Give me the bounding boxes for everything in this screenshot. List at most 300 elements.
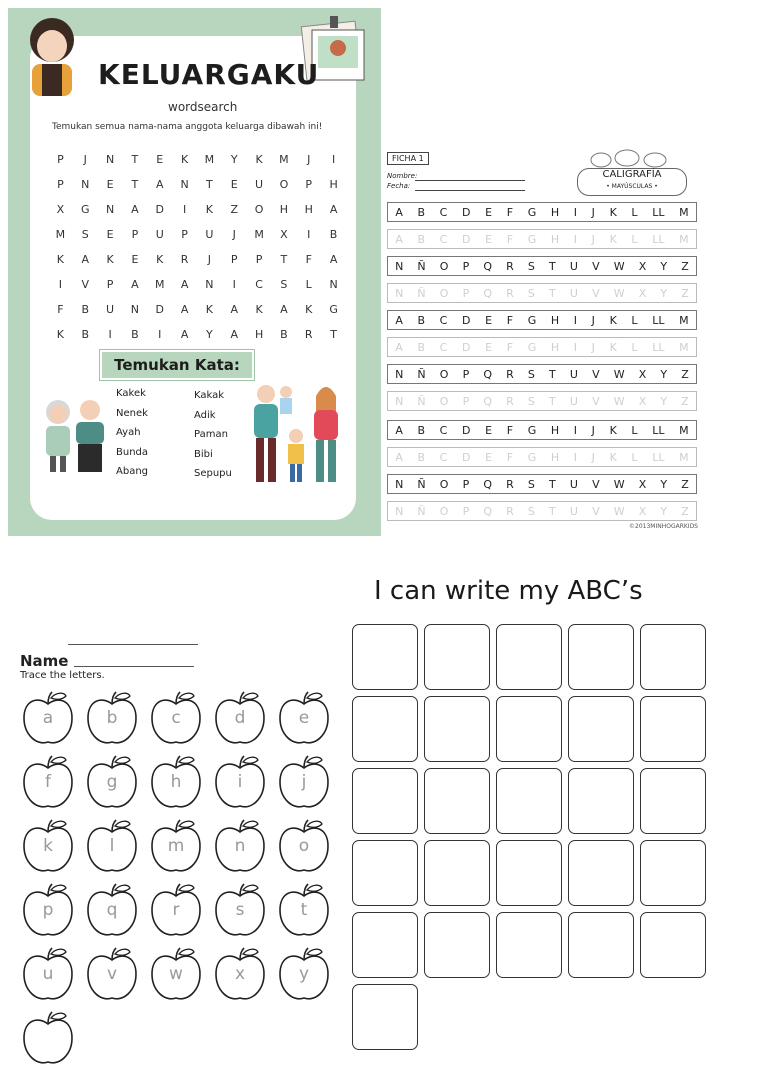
writing-box[interactable] [640, 912, 706, 978]
writing-box[interactable] [568, 696, 634, 762]
apple-tracing-cell[interactable] [16, 686, 80, 750]
word-item: Kakek [116, 388, 146, 399]
row-letter: W [613, 367, 625, 381]
grid-letter: J [307, 153, 311, 166]
grid-letter: I [331, 153, 336, 166]
word-item: Sepupu [194, 468, 232, 479]
row-letter: L [631, 205, 638, 219]
row-letter: J [591, 205, 595, 219]
row-letter: D [462, 423, 471, 437]
grid-letter: D [155, 203, 164, 216]
caligrafia-worksheet [381, 140, 701, 532]
trace-letter: s [235, 900, 245, 920]
row-letter: W [613, 477, 625, 491]
apple-tracing-cell[interactable] [208, 750, 272, 814]
grid-letter: P [305, 178, 313, 191]
writing-box[interactable] [640, 768, 706, 834]
row-letter: A [395, 450, 403, 464]
trace-instruction: Trace the letters. [20, 670, 105, 681]
model-row [387, 474, 697, 494]
mother-illustration [22, 12, 82, 102]
trace-letter: p [42, 900, 54, 920]
writing-box[interactable] [568, 912, 634, 978]
row-letter: A [395, 232, 403, 246]
row-letter: T [549, 259, 556, 273]
writing-box[interactable] [424, 912, 490, 978]
model-row [387, 310, 697, 330]
writing-box[interactable] [640, 624, 706, 690]
apple-tracing-cell[interactable] [144, 942, 208, 1006]
apple-tracing-cell[interactable] [272, 878, 336, 942]
abc-title: I can write my ABC’s [374, 576, 643, 606]
grid-letter: K [180, 153, 189, 166]
row-letter: R [506, 504, 514, 518]
row-letter: N [395, 477, 404, 491]
row-letter: H [550, 232, 560, 246]
row-letter: B [417, 423, 426, 437]
row-letter: V [592, 477, 600, 491]
row-letter: O [439, 286, 449, 300]
writing-box[interactable] [352, 624, 418, 690]
row-letter: F [506, 232, 514, 246]
writing-box[interactable] [352, 840, 418, 906]
row-letter: P [462, 504, 470, 518]
model-row [387, 364, 697, 384]
row-letter: O [439, 259, 449, 273]
row-letter: N [395, 259, 404, 273]
row-letter: A [395, 423, 403, 437]
row-letter: I [573, 232, 578, 246]
apple-grid [16, 686, 336, 1070]
row-letter: V [592, 394, 600, 408]
word-item: Ayah [116, 427, 141, 438]
row-letter: X [638, 504, 647, 518]
grid-letter: E [230, 178, 238, 191]
row-letter: J [591, 340, 595, 354]
grid-letter: U [155, 228, 164, 241]
row-letter: G [527, 205, 537, 219]
trace-letter: t [300, 900, 308, 920]
apple-tracing-cell[interactable] [272, 942, 336, 1006]
row-letter: G [527, 232, 537, 246]
grid-letter: H [304, 203, 313, 216]
writing-box[interactable] [640, 696, 706, 762]
row-letter: K [609, 450, 617, 464]
row-letter: F [506, 340, 514, 354]
row-letter: Y [660, 394, 668, 408]
apple-tracing-cell[interactable] [272, 814, 336, 878]
row-letter: K [609, 423, 617, 437]
trace-letter: x [234, 964, 246, 984]
row-letter: F [506, 450, 514, 464]
writing-box[interactable] [496, 696, 562, 762]
apple-tracing-cell[interactable] [16, 750, 80, 814]
grid-letter: N [329, 278, 338, 291]
grid-letter: P [57, 178, 64, 191]
row-letter: Ñ [417, 504, 426, 518]
name-label: Name [20, 652, 69, 670]
row-letter: V [592, 286, 600, 300]
writing-box[interactable] [496, 624, 562, 690]
row-letter: B [417, 232, 426, 246]
writing-box[interactable] [496, 768, 562, 834]
row-letter: Q [483, 286, 493, 300]
row-letter: Z [681, 259, 689, 273]
writing-box[interactable] [352, 768, 418, 834]
grid-letter: O [254, 203, 264, 216]
grid-letter: K [106, 253, 114, 266]
row-letter: V [592, 259, 600, 273]
apple-tracing-cell[interactable] [144, 814, 208, 878]
grid-letter: V [81, 278, 89, 291]
grid-letter: T [131, 178, 139, 191]
grid-letter: K [255, 153, 263, 166]
trace-letter: v [106, 964, 118, 984]
grid-letter: P [131, 228, 139, 241]
row-letter: LL [652, 423, 665, 437]
grid-letter: A [329, 253, 338, 266]
row-letter: M [679, 232, 689, 246]
grid-letter: N [180, 178, 189, 191]
trace-letter: u [42, 964, 54, 984]
trace-row [387, 283, 697, 303]
row-letter: G [527, 450, 537, 464]
row-letter: D [462, 232, 471, 246]
writing-box[interactable] [352, 696, 418, 762]
row-letter: H [550, 423, 560, 437]
grid-letter: B [81, 328, 90, 341]
grid-letter: E [106, 228, 114, 241]
grid-letter: N [105, 153, 115, 166]
row-letter: R [506, 394, 514, 408]
row-letter: U [569, 477, 578, 491]
word-item: Paman [194, 429, 228, 440]
model-row [387, 256, 697, 276]
grid-letter: L [305, 278, 312, 291]
row-letter: I [573, 423, 578, 437]
row-letter: K [609, 205, 617, 219]
grid-letter: H [254, 328, 264, 341]
writing-box[interactable] [424, 768, 490, 834]
row-letter: T [549, 477, 556, 491]
grid-letter: M [254, 228, 264, 241]
grid-letter: K [255, 303, 263, 316]
word-item: Abang [116, 466, 149, 477]
grid-letter: B [81, 303, 90, 316]
grid-letter: X [56, 203, 65, 216]
writing-boxes [352, 624, 706, 1050]
apple-tracing-cell[interactable] [272, 686, 336, 750]
grid-letter: F [57, 303, 64, 316]
grid-letter: P [57, 153, 64, 166]
apple-tracing-cell[interactable] [16, 942, 80, 1006]
row-letter: LL [652, 450, 665, 464]
trace-letter: q [106, 900, 118, 920]
writing-box[interactable] [568, 840, 634, 906]
grid-letter: S [280, 278, 288, 291]
row-letter: T [549, 394, 556, 408]
grid-letter: K [56, 253, 65, 266]
row-letter: E [485, 450, 493, 464]
writing-box[interactable] [424, 840, 490, 906]
grid-letter: A [180, 303, 189, 316]
row-letter: O [439, 477, 449, 491]
row-letter: W [613, 504, 625, 518]
row-letter: M [679, 450, 689, 464]
trace-letter: r [172, 900, 180, 920]
row-letter: E [485, 340, 493, 354]
row-letter: C [439, 450, 448, 464]
grid-letter: F [305, 253, 312, 266]
row-letter: Z [681, 394, 689, 408]
row-letter: C [439, 205, 448, 219]
row-letter: F [506, 313, 514, 327]
row-letter: LL [652, 340, 665, 354]
writing-box[interactable] [568, 624, 634, 690]
grid-letter: P [255, 253, 263, 266]
grid-letter: P [106, 278, 114, 291]
apple-tracing-cell[interactable] [80, 878, 144, 942]
row-letter: Y [660, 367, 668, 381]
apple-tracing-cell[interactable] [272, 750, 336, 814]
row-letter: D [462, 205, 471, 219]
row-letter: G [527, 340, 537, 354]
grid-letter: A [131, 203, 139, 216]
row-letter: I [573, 313, 578, 327]
grid-letter: A [280, 303, 288, 316]
row-letter: Ñ [417, 394, 426, 408]
badge-subtitle: • MAYÚSCULAS • [606, 183, 658, 190]
row-letter: B [417, 450, 426, 464]
grid-letter: J [232, 228, 236, 241]
grid-letter: K [305, 303, 313, 316]
row-letter: U [569, 286, 578, 300]
apple-tracing-cell[interactable] [80, 750, 144, 814]
apple-tracing-cell[interactable] [208, 878, 272, 942]
row-letter: Ñ [417, 367, 426, 381]
row-letter: L [631, 340, 638, 354]
grid-letter: C [255, 278, 263, 291]
grid-letter: A [155, 178, 164, 191]
row-letter: Y [660, 259, 668, 273]
row-letter: C [439, 340, 448, 354]
trace-letter: w [169, 964, 183, 984]
writing-box[interactable] [640, 840, 706, 906]
grandparents-illustration [38, 392, 114, 478]
row-letter: N [395, 504, 404, 518]
grid-letter: S [81, 228, 89, 241]
grid-letter: M [204, 153, 215, 166]
row-letter: S [527, 504, 535, 518]
row-letter: R [506, 259, 514, 273]
writing-box[interactable] [496, 912, 562, 978]
trace-row [387, 501, 697, 521]
ficha-label: FICHA 1 [387, 152, 429, 165]
apple-tracing-cell[interactable] [208, 686, 272, 750]
grid-letter: I [58, 278, 63, 291]
apple-tracing-cell[interactable] [16, 1006, 80, 1070]
grid-letter: M [55, 228, 66, 241]
grid-letter: A [81, 253, 89, 266]
row-letter: B [417, 340, 426, 354]
row-letter: O [439, 367, 449, 381]
row-letter: X [638, 367, 647, 381]
word-list-2 [194, 386, 232, 484]
row-letter: P [462, 477, 470, 491]
row-letter: Z [681, 477, 689, 491]
grid-letter: A [329, 203, 338, 216]
header-line [68, 644, 198, 645]
word-item: Bunda [116, 446, 149, 458]
row-letter: Ñ [417, 259, 426, 273]
model-row [387, 420, 697, 440]
row-letter: Q [483, 394, 493, 408]
trace-letter: j [301, 772, 307, 792]
badge-title: CALIGRAFÍA [602, 169, 662, 180]
trace-row [387, 447, 697, 467]
row-letter: C [439, 423, 448, 437]
grid-letter: G [80, 203, 90, 216]
writing-box[interactable] [496, 840, 562, 906]
row-letter: M [679, 313, 689, 327]
row-letter: S [527, 477, 535, 491]
apple-tracing-cell[interactable] [80, 686, 144, 750]
trace-letter: i [237, 772, 243, 792]
grid-letter: J [83, 153, 87, 166]
apple-tracing-cell[interactable] [16, 814, 80, 878]
row-letter: V [592, 504, 600, 518]
row-letter: F [506, 423, 514, 437]
grid-letter: N [81, 178, 90, 191]
row-letter: D [462, 450, 471, 464]
row-letter: R [506, 367, 514, 381]
writing-box[interactable] [424, 624, 490, 690]
writing-box[interactable] [568, 768, 634, 834]
grid-letter: J [207, 253, 212, 266]
grid-letter: H [279, 203, 289, 216]
fecha-line [415, 190, 525, 191]
trace-letter: y [298, 964, 310, 984]
row-letter: J [591, 450, 595, 464]
trace-letter: l [109, 836, 115, 856]
row-letter: T [549, 367, 556, 381]
grid-letter: T [206, 178, 213, 191]
writing-box[interactable] [424, 696, 490, 762]
row-letter: L [631, 232, 638, 246]
row-letter: Q [483, 367, 493, 381]
grid-letter: Y [206, 328, 213, 341]
row-letter: Y [660, 286, 668, 300]
trace-letter: o [298, 836, 310, 856]
row-letter: K [609, 340, 617, 354]
trace-row [387, 229, 697, 249]
trace-letter: k [43, 836, 53, 856]
apple-tracing-cell[interactable] [16, 878, 80, 942]
row-letter: X [638, 477, 647, 491]
grid-letter: N [130, 303, 140, 316]
row-letter: Z [681, 504, 689, 518]
word-item: Nenek [116, 407, 148, 419]
row-letter: B [417, 205, 426, 219]
letter-grid [48, 148, 346, 348]
row-letter: M [679, 205, 689, 219]
grid-letter: T [330, 328, 337, 341]
row-letter: Q [483, 504, 493, 518]
apple-tracing-cell[interactable] [80, 942, 144, 1006]
row-letter: J [591, 232, 595, 246]
row-letter: I [573, 205, 578, 219]
apple-tracing-cell[interactable] [144, 686, 208, 750]
row-letter: LL [652, 205, 665, 219]
row-letter: Q [483, 477, 493, 491]
row-letter: D [462, 340, 471, 354]
row-letter: B [417, 313, 426, 327]
apple-tracing-cell[interactable] [144, 878, 208, 942]
worksheet-instruction: Temukan semua nama-nama anggota keluarga dibawah ini! [52, 122, 323, 132]
grid-letter: M [154, 278, 165, 291]
row-letter: P [462, 259, 470, 273]
grid-letter: E [106, 178, 114, 191]
grid-letter: I [307, 228, 311, 241]
row-letter: C [439, 232, 448, 246]
row-letter: F [506, 205, 514, 219]
row-letter: U [569, 394, 578, 408]
grid-letter: U [106, 303, 115, 316]
grid-letter: I [232, 278, 236, 291]
abc-writing-worksheet [350, 570, 768, 1024]
trace-letter: c [171, 708, 181, 728]
grid-letter: Y [230, 153, 238, 166]
row-letter: L [631, 423, 638, 437]
trace-row [387, 391, 697, 411]
grid-letter: I [182, 203, 187, 216]
row-letter: A [395, 205, 403, 219]
trace-letter: m [167, 836, 185, 856]
grid-letter: I [158, 328, 162, 341]
row-letter: M [679, 423, 689, 437]
row-letter: O [439, 504, 449, 518]
apple-tracing-cell[interactable] [208, 942, 272, 1006]
grid-letter: K [156, 253, 164, 266]
row-letter: R [506, 477, 514, 491]
grid-letter: T [280, 253, 288, 266]
row-letter: G [527, 313, 537, 327]
grid-letter: A [131, 278, 139, 291]
apple-icon [20, 1010, 76, 1068]
row-letter: U [569, 504, 578, 518]
grid-letter: K [205, 203, 214, 216]
writing-box[interactable] [352, 912, 418, 978]
row-letter: Ñ [417, 286, 426, 300]
row-letter: E [485, 205, 493, 219]
apple-tracing-cell[interactable] [80, 814, 144, 878]
grid-letter: R [304, 328, 313, 341]
row-letter: K [609, 313, 617, 327]
row-letter: J [591, 313, 595, 327]
animals-illustration [587, 146, 671, 168]
grid-letter: P [181, 228, 188, 241]
row-letter: LL [652, 232, 665, 246]
row-letter: L [631, 450, 638, 464]
row-letter: W [613, 394, 625, 408]
row-letter: V [592, 367, 600, 381]
model-row [387, 202, 697, 222]
writing-box[interactable] [352, 984, 418, 1050]
apple-tracing-cell[interactable] [144, 750, 208, 814]
apple-tracing-cell[interactable] [208, 814, 272, 878]
grid-letter: U [255, 178, 264, 191]
grid-letter: E [131, 253, 139, 266]
